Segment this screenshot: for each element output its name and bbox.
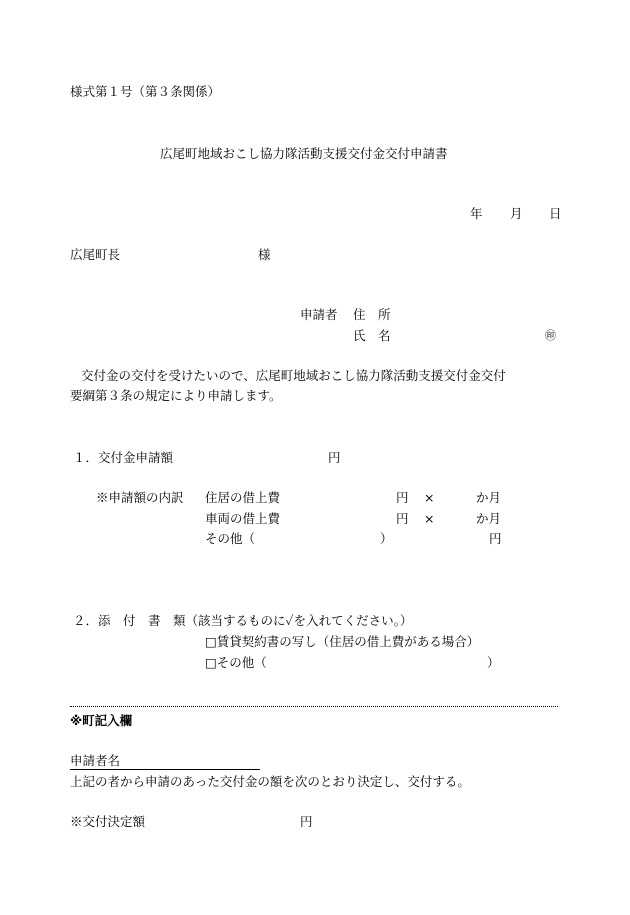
decided-amount-label: ※交付決定額: [70, 814, 146, 829]
section1-heading: １．交付金申請額: [73, 450, 174, 465]
attachment-other: □その他（: [205, 655, 267, 670]
vehicle-yen: 円: [396, 511, 409, 526]
section1-yen: 円: [328, 450, 341, 465]
vehicle-months: か月: [476, 511, 502, 526]
applicant-name-label: 氏 名: [353, 328, 391, 343]
addressee-name: 広尾町長: [70, 247, 121, 262]
breakdown-label: ※申請額の内訳: [96, 490, 184, 505]
other-close: ）: [380, 531, 393, 546]
intro-line-2: 要綱第３条の規定により申請します。: [70, 388, 282, 403]
attachment-other-close: ）: [487, 655, 500, 670]
dotted-divider: [70, 706, 558, 707]
housing-yen: 円: [396, 490, 409, 505]
form-number: 様式第１号（第３条関係）: [70, 84, 221, 99]
date-day: 日: [549, 206, 562, 221]
attachment-rental-contract: □賃貸契約書の写し（住居の借上費がある場合）: [205, 634, 480, 649]
decision-text: 上記の者から申請のあった交付金の額を次のとおり決定し、交付する。: [70, 774, 470, 789]
applicant-name-label: 申請者名: [70, 755, 260, 770]
decided-amount-yen: 円: [300, 814, 313, 829]
date-month: 月: [510, 206, 523, 221]
other-yen: 円: [489, 531, 502, 546]
other-label: その他（: [205, 531, 256, 546]
housing-times: ×: [424, 490, 435, 505]
applicant-address-label: 住 所: [353, 307, 391, 322]
applicant-label: 申請者: [300, 307, 338, 322]
page-title: 広尾町地域おこし協力隊活動支援交付金交付申請書: [160, 146, 448, 161]
seal-mark: ㊞: [545, 329, 556, 342]
vehicle-times: ×: [424, 511, 435, 526]
applicant-name-field: [70, 755, 260, 770]
housing-months: か月: [476, 490, 502, 505]
office-section-heading: ※町記入欄: [70, 713, 133, 728]
addressee-honorific: 様: [258, 247, 271, 262]
housing-label: 住居の借上費: [205, 490, 281, 505]
section2-heading: ２．添 付 書 類（該当するものに✓を入れてください。）: [73, 613, 413, 628]
vehicle-label: 車両の借上費: [205, 511, 281, 526]
intro-line-1: 交付金の交付を受けたいので、広尾町地域おこし協力隊活動支援交付金交付: [81, 368, 506, 383]
date-year: 年: [470, 206, 483, 221]
